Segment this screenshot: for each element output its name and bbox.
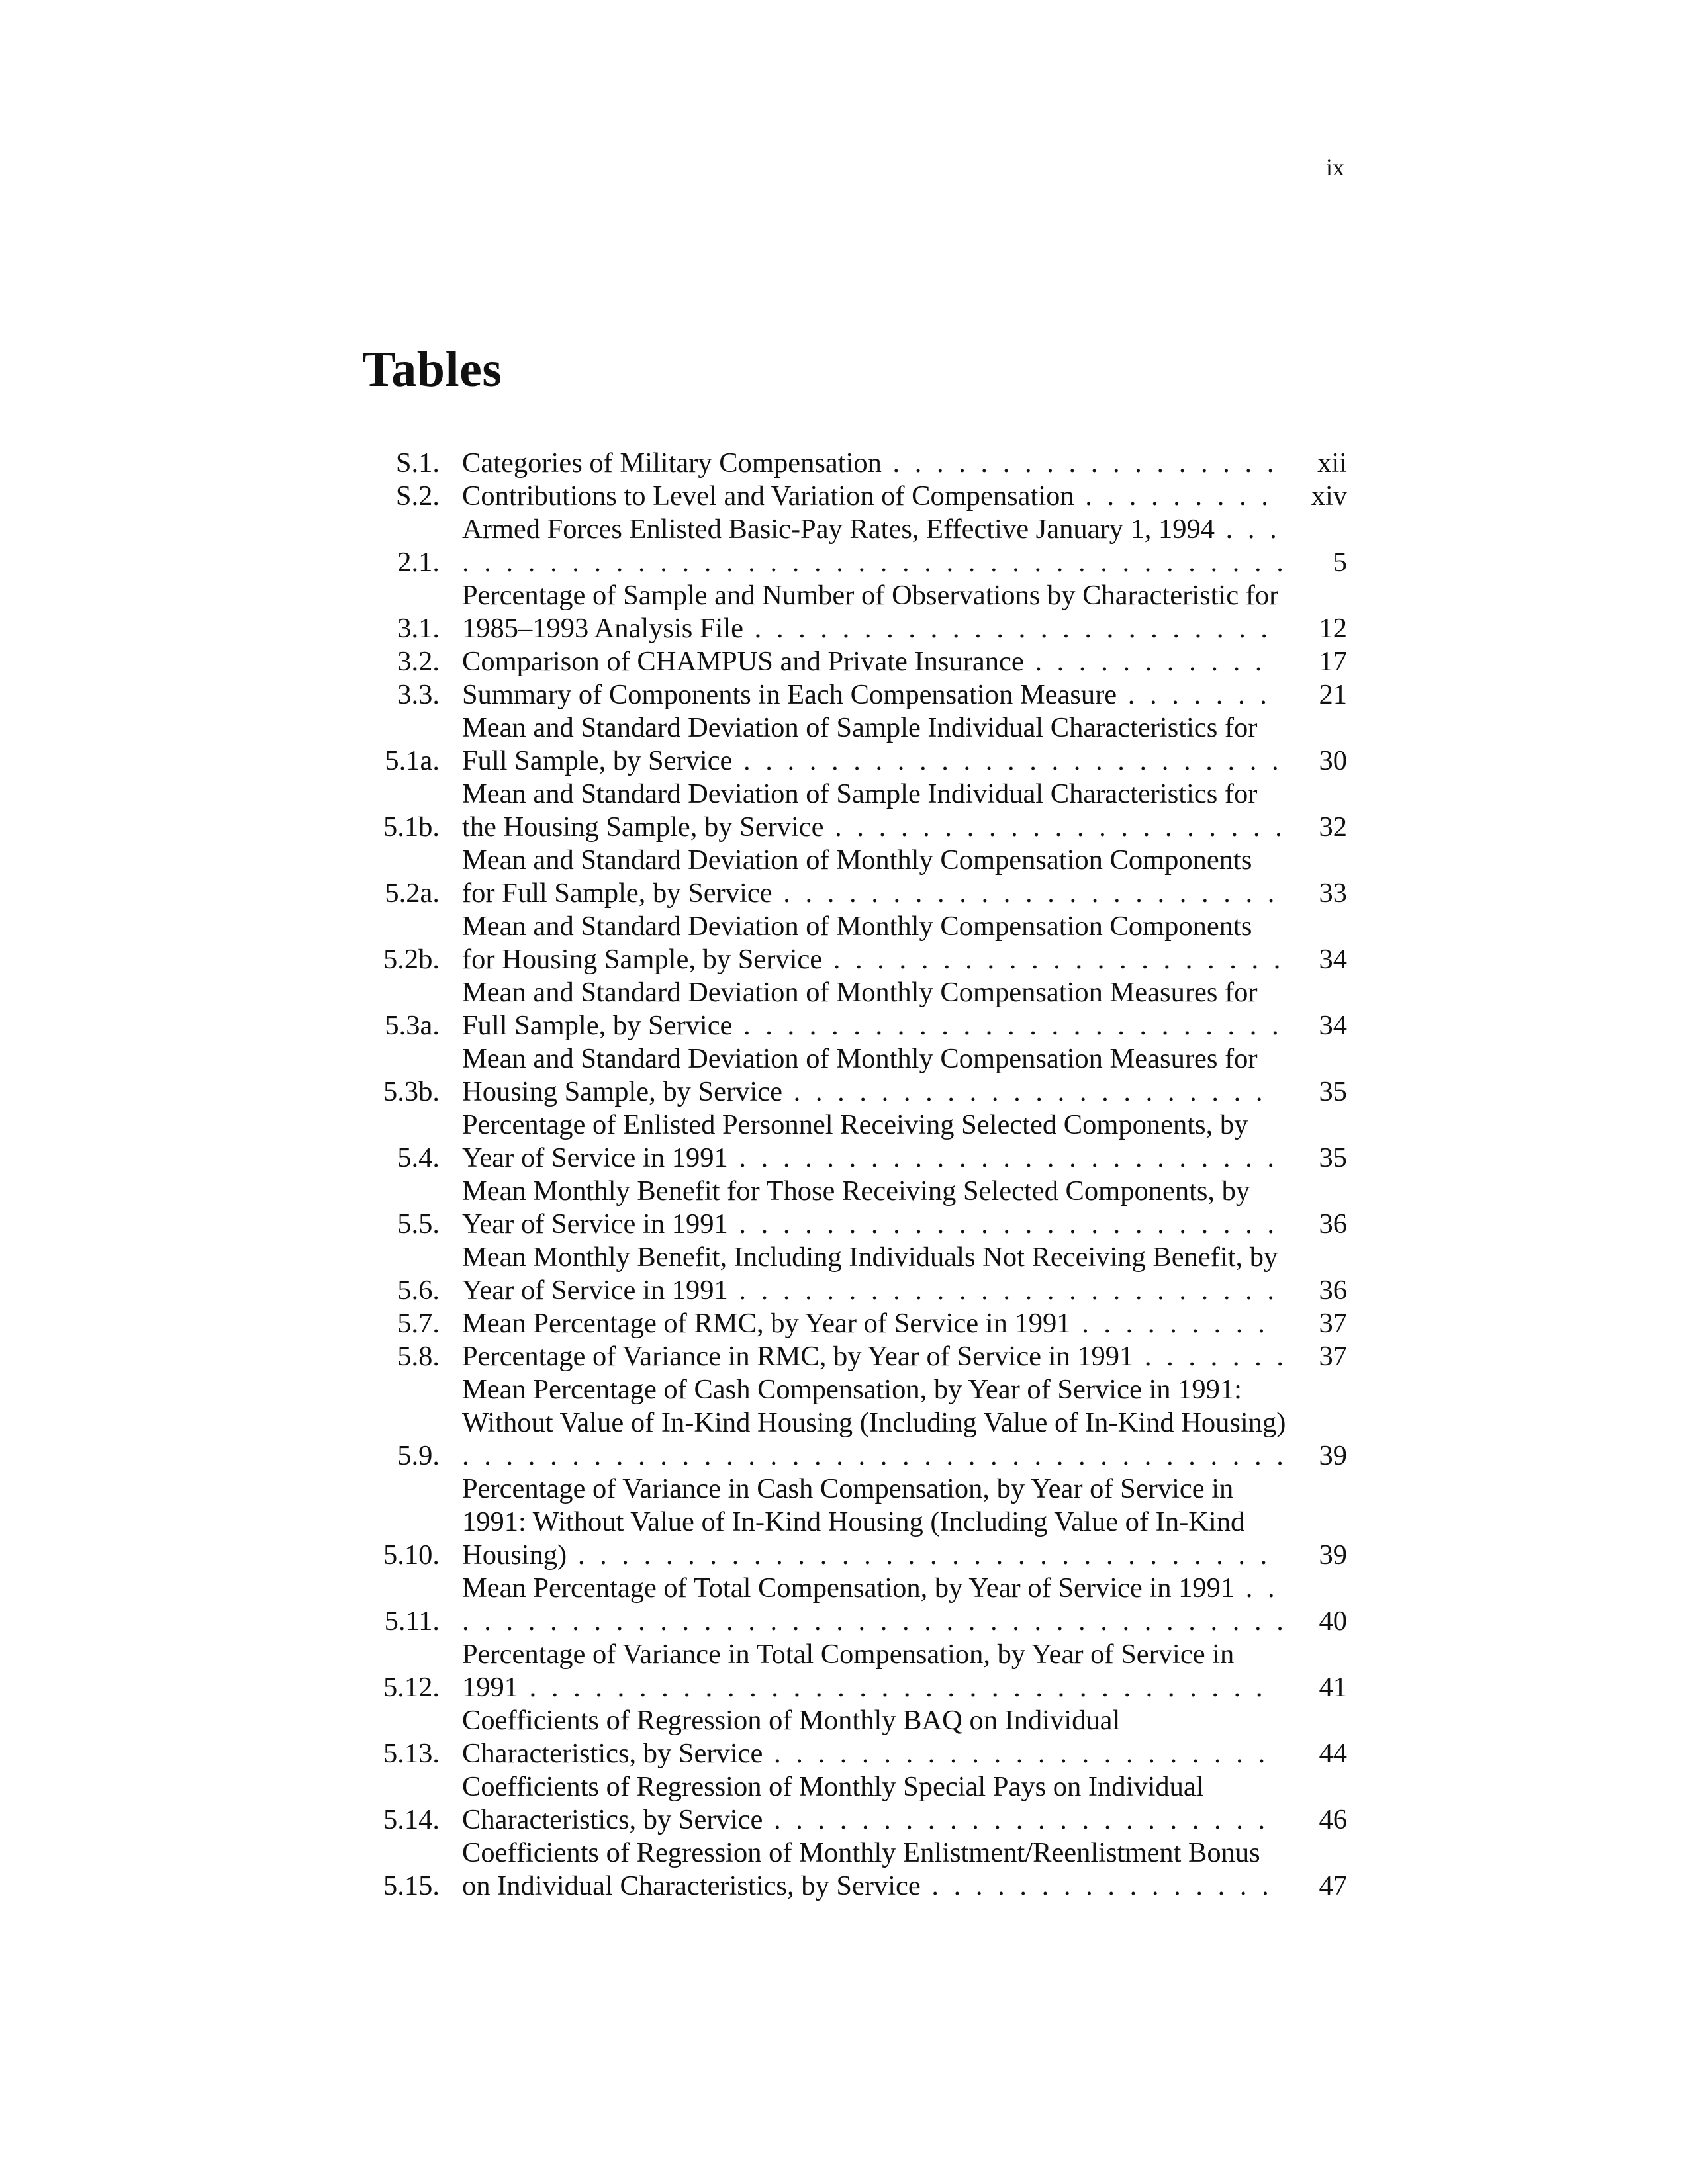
entry-number: 5.7.	[397, 1308, 440, 1339]
entry-title: Coefficients of Regression of Monthly Enlistment/Reenlistment Bonus on Individual Characteristics, by Service . . .	[462, 1837, 1288, 1903]
toc-entry	[357, 910, 1347, 976]
entry-page: 34	[1288, 1009, 1347, 1042]
entry-title: Mean and Standard Deviation of Monthly Compensation Components for Full Sample, by Service . . .	[462, 844, 1288, 910]
entry-number: 5.1a.	[385, 745, 440, 776]
entry-page: 32	[1288, 811, 1347, 844]
entry-number: 5.13.	[383, 1738, 440, 1769]
toc-entry	[357, 1042, 1347, 1109]
entry-title: Mean and Standard Deviation of Monthly Compensation Components for Housing Sample, by Service . . .	[462, 911, 1288, 976]
table-of-tables	[357, 447, 1347, 1903]
entry-number: 3.3.	[397, 679, 440, 710]
toc-entry	[357, 480, 1347, 513]
entry-number: 3.2.	[397, 646, 440, 677]
entry-number: 5.12.	[383, 1672, 440, 1703]
toc-entry	[357, 976, 1347, 1042]
entry-page: 34	[1288, 943, 1347, 976]
toc-entry	[357, 1572, 1347, 1638]
toc-entry	[357, 778, 1347, 844]
toc-entry	[357, 1473, 1347, 1572]
entry-number: S.2.	[395, 480, 440, 512]
entry-page: 37	[1288, 1340, 1347, 1373]
entry-page: 35	[1288, 1142, 1347, 1175]
toc-entry	[357, 1340, 1347, 1373]
entry-page: 39	[1288, 1439, 1347, 1473]
toc-entry	[357, 579, 1347, 645]
entry-page: 30	[1288, 745, 1347, 778]
entry-page: 47	[1288, 1870, 1347, 1903]
entry-title: Percentage of Sample and Number of Observations by Characteristic for 1985–1993 Analysis File . . .	[462, 580, 1288, 645]
entry-page: 41	[1288, 1671, 1347, 1704]
entry-number: S.1.	[395, 447, 440, 478]
entry-page: 40	[1288, 1605, 1347, 1638]
page-title: Tables	[362, 341, 502, 397]
entry-title: Mean Percentage of Total Compensation, by Year of Service in 1991 . . .	[462, 1572, 1288, 1638]
toc-entry	[357, 1837, 1347, 1903]
entry-page: 12	[1288, 612, 1347, 645]
page-number: ix	[1325, 154, 1344, 181]
entry-number: 2.1.	[397, 547, 440, 578]
entry-title: Percentage of Variance in Cash Compensation, by Year of Service in 1991: Without Value of In-Kind Housing (Including Value of In-Kind Housing) . . .	[462, 1473, 1288, 1572]
toc-entry	[357, 1704, 1347, 1770]
entry-number: 5.2a.	[385, 878, 440, 909]
toc-entry	[357, 1241, 1347, 1307]
entry-number: 5.4.	[397, 1142, 440, 1173]
entry-title: Mean Percentage of RMC, by Year of Service in 1991 . . .	[462, 1308, 1288, 1340]
entry-page: 37	[1288, 1307, 1347, 1340]
entry-title: Percentage of Enlisted Personnel Receiving Selected Components, by Year of Service in 1991 . . .	[462, 1109, 1288, 1175]
toc-entry	[357, 844, 1347, 910]
entry-title: Contributions to Level and Variation of Compensation . . .	[462, 480, 1288, 513]
entry-page: 35	[1288, 1075, 1347, 1109]
entry-title: Mean and Standard Deviation of Sample Individual Characteristics for the Housing Sample, by Service . . .	[462, 778, 1288, 844]
toc-entry	[357, 1373, 1347, 1473]
entry-title: Mean and Standard Deviation of Sample Individual Characteristics for Full Sample, by Service . . .	[462, 712, 1288, 778]
entry-title: Armed Forces Enlisted Basic-Pay Rates, Effective January 1, 1994 . . .	[462, 514, 1288, 579]
entry-number: 5.1b.	[383, 811, 440, 842]
entry-page: 5	[1288, 546, 1347, 579]
entry-title: Mean Monthly Benefit, Including Individuals Not Receiving Benefit, by Year of Service in 1991 . . .	[462, 1242, 1288, 1307]
entry-number: 5.2b.	[383, 944, 440, 975]
entry-title: Mean Monthly Benefit for Those Receiving Selected Components, by Year of Service in 1991 . . .	[462, 1175, 1288, 1241]
entry-page: 44	[1288, 1737, 1347, 1770]
entry-number: 5.11.	[384, 1606, 440, 1637]
toc-entry	[357, 1770, 1347, 1837]
entry-title: Coefficients of Regression of Monthly Special Pays on Individual Characteristics, by Service . . .	[462, 1771, 1288, 1837]
entry-title: Categories of Military Compensation . . .	[462, 447, 1288, 480]
entry-number: 5.8.	[397, 1341, 440, 1372]
toc-entry	[357, 1109, 1347, 1175]
entry-title: Percentage of Variance in Total Compensation, by Year of Service in 1991 . . .	[462, 1639, 1288, 1704]
entry-title: Mean Percentage of Cash Compensation, by Year of Service in 1991: Without Value of In-Kind Housing (Including Value of In-Kind Housing) . . .	[462, 1374, 1288, 1473]
toc-entry	[357, 678, 1347, 711]
toc-entry	[357, 711, 1347, 778]
entry-number: 5.5.	[397, 1208, 440, 1240]
toc-entry	[357, 447, 1347, 480]
entry-title: Mean and Standard Deviation of Monthly Compensation Measures for Full Sample, by Service . . .	[462, 977, 1288, 1042]
entry-number: 3.1.	[397, 613, 440, 644]
entry-number: 5.10.	[383, 1539, 440, 1570]
toc-entry	[357, 645, 1347, 678]
entry-page: 17	[1288, 645, 1347, 678]
entry-page: xiv	[1288, 480, 1347, 513]
entry-title: Summary of Components in Each Compensation Measure . . .	[462, 679, 1288, 711]
entry-number: 5.6.	[397, 1275, 440, 1306]
entry-page: 33	[1288, 877, 1347, 910]
entry-page: 39	[1288, 1539, 1347, 1572]
toc-entry	[357, 513, 1347, 579]
entry-title: Coefficients of Regression of Monthly BAQ on Individual Characteristics, by Service . . .	[462, 1705, 1288, 1770]
entry-page: 36	[1288, 1208, 1347, 1241]
entry-title: Comparison of CHAMPUS and Private Insurance . . .	[462, 646, 1288, 678]
entry-number: 5.9.	[397, 1440, 440, 1471]
entry-number: 5.14.	[383, 1804, 440, 1835]
entry-page: xii	[1288, 447, 1347, 480]
toc-entry	[357, 1307, 1347, 1340]
entry-page: 36	[1288, 1274, 1347, 1307]
toc-entry	[357, 1175, 1347, 1241]
entry-title: Mean and Standard Deviation of Monthly Compensation Measures for Housing Sample, by Service . . .	[462, 1043, 1288, 1109]
entry-number: 5.3a.	[385, 1010, 440, 1041]
toc-entry	[357, 1638, 1347, 1704]
entry-title: Percentage of Variance in RMC, by Year of Service in 1991 . . .	[462, 1341, 1288, 1373]
entry-number: 5.15.	[383, 1870, 440, 1901]
entry-page: 21	[1288, 678, 1347, 711]
entry-number: 5.3b.	[383, 1076, 440, 1107]
entry-page: 46	[1288, 1803, 1347, 1837]
